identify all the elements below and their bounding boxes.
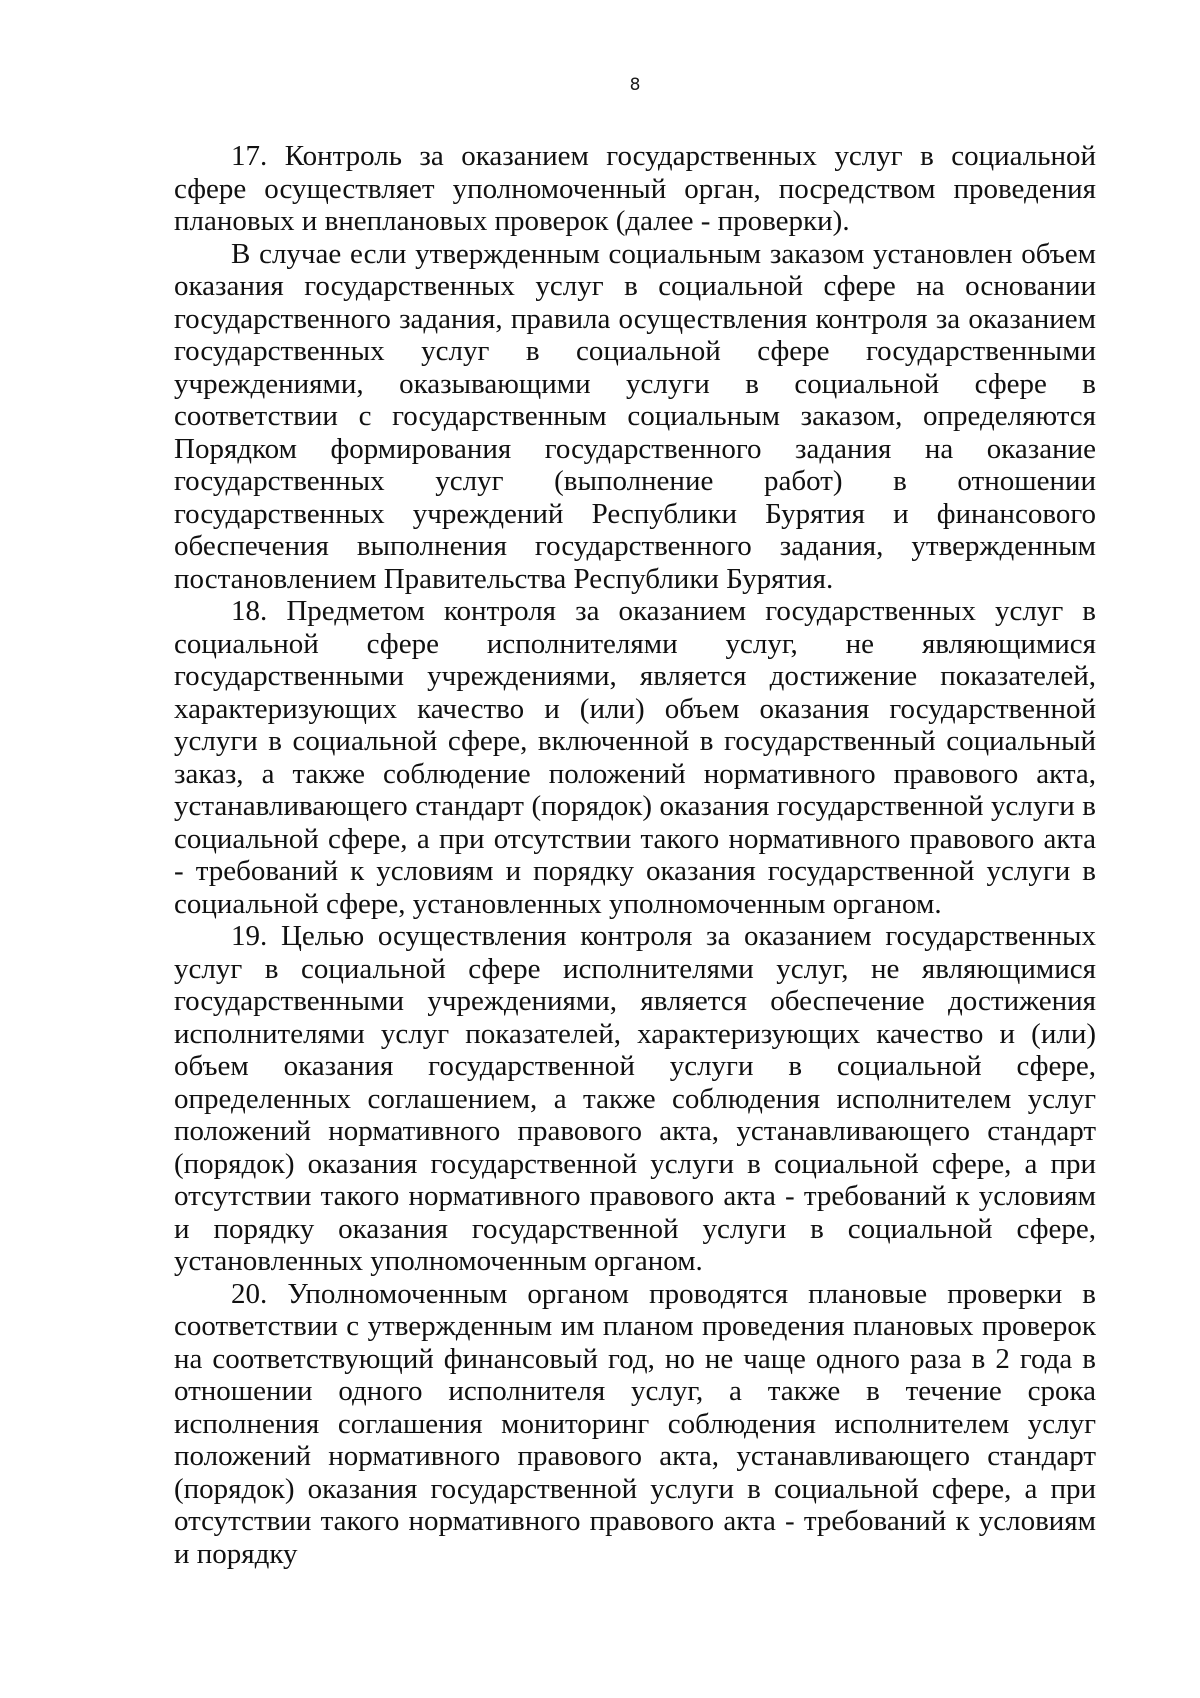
page-number: 8	[629, 75, 641, 95]
paragraph-20: 20. Уполномоченным органом проводятся плановые проверки в соответствии с утвержденным им планом проведения плановых проверок на соответствующий финансовый год, но не чаще одного раза в 2 года в отношении одного исполнителя услуг, а также в течение срока исполнения соглашения мониторинг соблюдения исполнителем услуг положений нормативного правового акта, устанавливающего стандарт (порядок) оказания государственной услуги в социальной сфере, а при отсутствии такого нормативного правового акта - требований к условиям и порядку	[174, 1277, 1096, 1570]
paragraph-19: 19. Целью осуществления контроля за оказанием государственных услуг в социальной сфере исполнителями услуг, не являющимися государственными учреждениями, является обеспечение достижения исполнителями услуг показателей, характеризующих качество и (или) объем оказания государственной услуги в социальной сфере, определенных соглашением, а также соблюдения исполнителем услуг положений нормативного правового акта, устанавливающего стандарт (порядок) оказания государственной услуги в социальной сфере, а при отсутствии такого нормативного правового акта - требований к условиям и порядку оказания государственной услуги в социальной сфере, установленных уполномоченным органом.	[174, 920, 1096, 1277]
paragraph-17: 17. Контроль за оказанием государственных услуг в социальной сфере осуществляет уполномоченный орган, посредством проведения плановых и внеплановых проверок (далее - проверки).	[174, 140, 1096, 237]
paragraph-18: 18. Предметом контроля за оказанием государственных услуг в социальной сфере исполнителями услуг, не являющимися государственными учреждениями, является достижение показателей, характеризующих качество и (или) объем оказания государственной услуги в социальной сфере, включенной в государственный социальный заказ, а также соблюдение положений нормативного правового акта, устанавливающего стандарт (порядок) оказания государственной услуги в социальной сфере, а при отсутствии такого нормативного правового акта - требований к условиям и порядку оказания государственной услуги в социальной сфере, установленных уполномоченным органом.	[174, 595, 1096, 920]
document-body	[174, 140, 1096, 1570]
paragraph-17-continuation: В случае если утвержденным социальным заказом установлен объем оказания государственных услуг в социальной сфере на основании государственного задания, правила осуществления контроля за оказанием государственных услуг в социальной сфере государственными учреждениями, оказывающими услуги в социальной сфере в соответствии с государственным социальным заказом, определяются Порядком формирования государственного задания на оказание государственных услуг (выполнение работ) в отношении государственных учреждений Республики Бурятия и финансового обеспечения выполнения государственного задания, утвержденным постановлением Правительства Республики Бурятия.	[174, 237, 1096, 595]
